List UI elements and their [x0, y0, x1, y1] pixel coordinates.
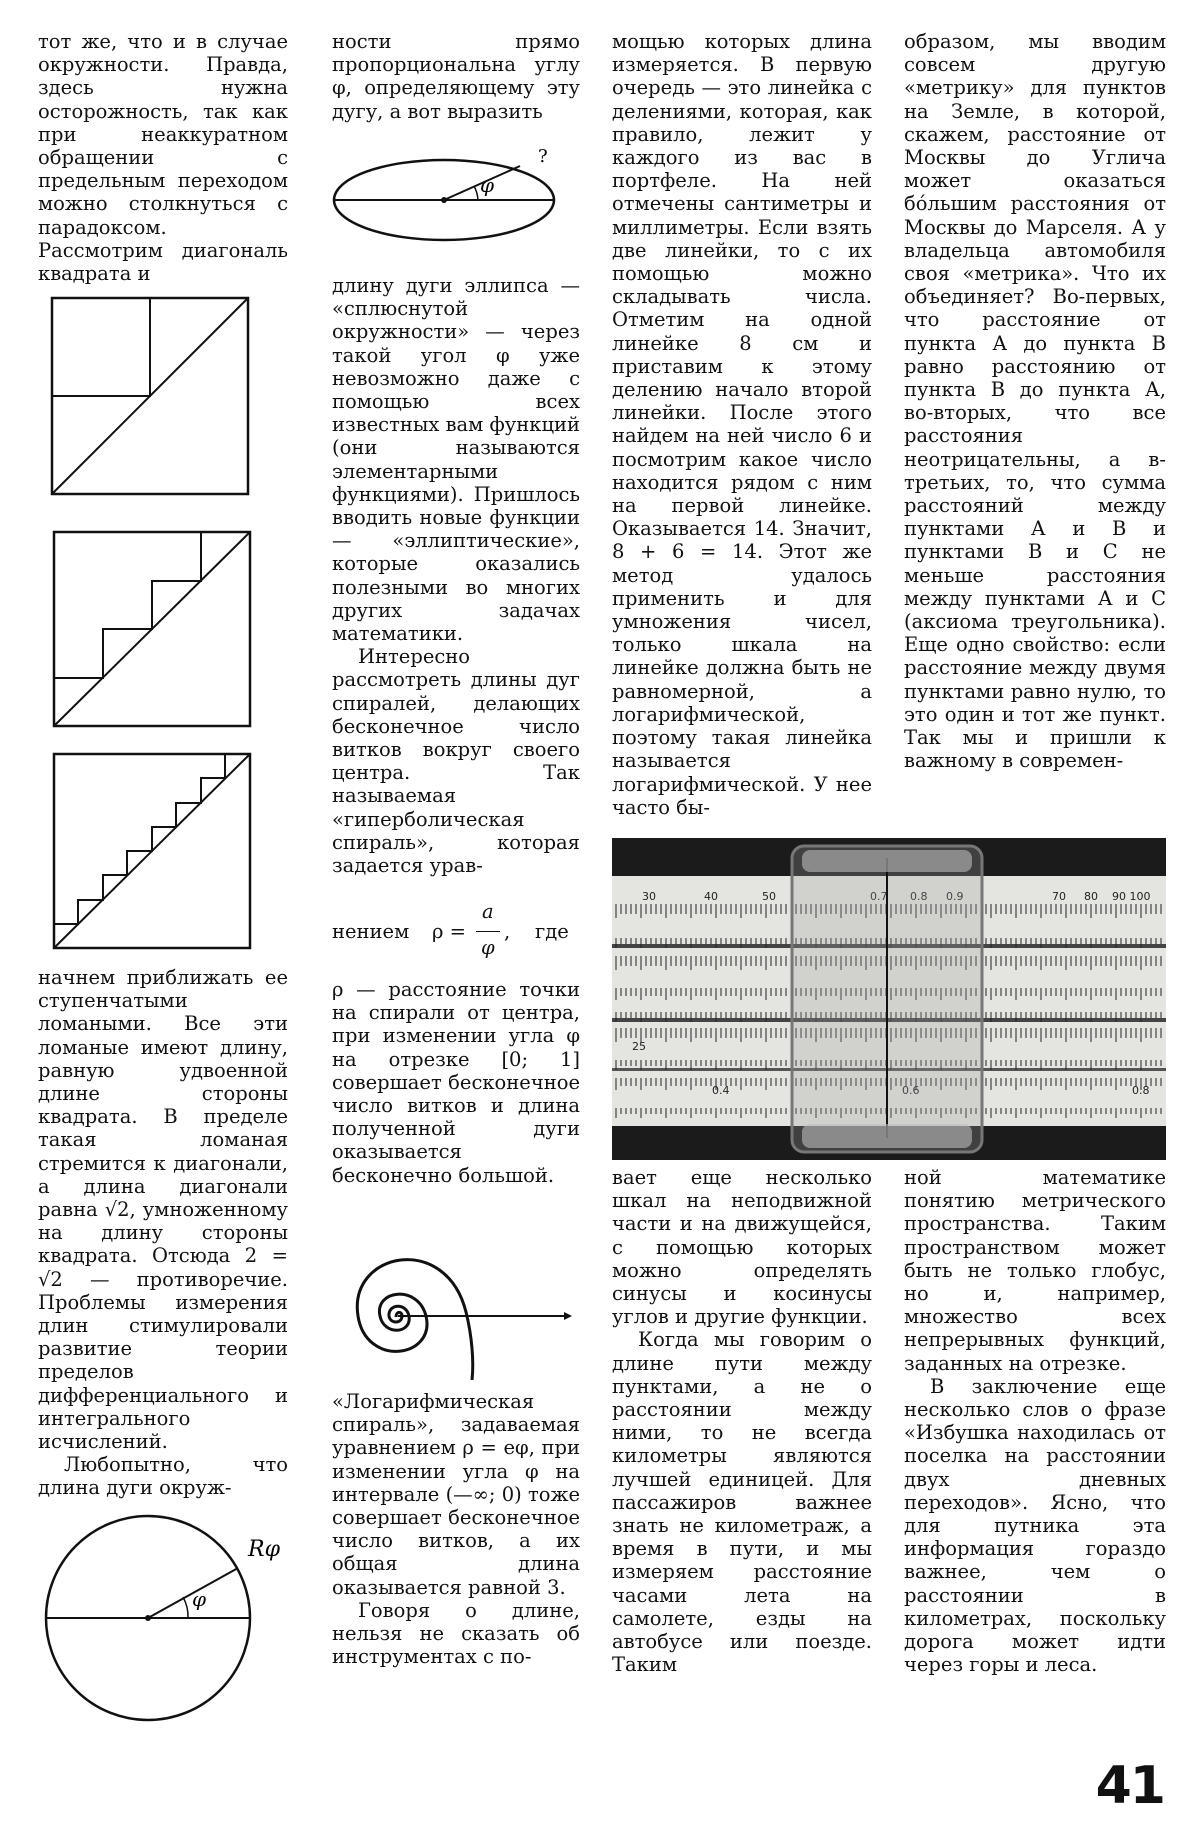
page-number: 41	[1095, 1756, 1164, 1816]
paragraph: тот же, что и в случае окружности. Правда, здесь нужна осторожность, так как при неаккуратном обращении с предельным переходом можно столкнуться с парадоксом. Рассмотрим диагональ квадрата и	[38, 30, 288, 286]
paragraph: длину дуги эллипса — «сплюснутой окружности» — через такой угол φ уже невозможно даже с помощью всех известных вам функций (они называются элементарными функциями). Пришлось вводить новые функции — «эллиптические», которые оказались полезными во многих других задачах математики.	[332, 274, 580, 646]
upper-tick-label: 50	[762, 890, 776, 903]
formula-denominator: φ	[481, 936, 495, 959]
formula-right-text: , где	[504, 920, 569, 943]
paragraph: мощью которых длина измеряется. В первую очередь — это линейка с делениями, которая, как правило, лежит у каждого из вас в портфеле. На ней отмечены сантиметры и миллиметры. Если взять две линейки, то с их помощью можно складывать числа. Отметим на одной линейке 8 см и приставим к этому делению начало второй линейки. После этого найдем на ней число 6 и посмотрим какое число находится рядом с ним на первой линейке. Оказывается 14. Значит, 8 + 6 = 14. Этот же метод удалось применить и для умножения чисел, только шкала на линейке должна быть не равномерной, а логарифмической, поэтому такая линейка называется логарифмической. У нее часто бы-	[612, 30, 872, 819]
paragraph: Любопытно, что длина дуги окруж-	[38, 1453, 288, 1500]
hyperbolic-formula	[332, 900, 580, 964]
paragraph: Когда мы говорим о длине пути между пунктами, а не о расстоянии между ними, то не всегда километры являются лучшей единицей. Для пассажиров важнее знать не километраж, а время в пути, и мы измеряем расстояние часами лета на самолете, езды на автобусе или поезде. Таким	[612, 1328, 872, 1677]
paragraph: ρ — расстояние точки на спирали от центра, при изменении угла φ на отрезке [0; 1] совершает бесконечное число витков и длина полученной дуги оказывается бесконечно большой.	[332, 978, 580, 1187]
paragraph: начнем приближать ее ступенчатыми ломаными. Все эти ломаные имеют длину, равную удвоенной длине стороны квадрата. В пределе такая ломаная стремится к диагонали, а длина диагонали равна √2, умноженному на длину стороны квадрата. Отсюда 2 = √2 — противоречие. Проблемы измерения длин стимулировали развитие теории пределов дифференциального и интегрального исчислений.	[38, 966, 288, 1454]
column-1-bottom	[38, 966, 288, 1500]
upper-tick-label: 40	[704, 890, 718, 903]
column-2-after-formula	[332, 978, 580, 1187]
formula-numerator: a	[482, 900, 494, 923]
paragraph: образом, мы вводим совсем другую «метрику» для пунктов на Земле, в которой, скажем, расстояние от Москвы до Углича может оказаться бо́льшим расстояния от Москвы до Марселя. А у владельца автомобиля своя «метрика». Что их объединяет? Во-первых, что расстояние от пункта А до пункта В равно расстоянию от пункта В до пункта А, во-вторых, что все расстояния неотрицательны, а в-третьих, то, что сумма расстояний между пунктами А и В и пунктами В и С не меньше расстояния между пунктами А и С (аксиома треугольника). Еще одно свойство: если расстояние между двумя пунктами равно нулю, то это один и тот же пункт. Так мы и пришли к важному в современ-	[904, 30, 1166, 773]
paragraph: вает еще несколько шкал на неподвижной части и на движущейся, с помощью которых можно определять синусы и косинусы углов и другие функции.	[612, 1166, 872, 1329]
paragraph: «Логарифмическая спираль», задаваемая уравнением ρ = eφ, при изменении угла φ на интервале (—∞; 0) тоже совершает бесконечное число витков, а их общая длина оказывается равной 3.	[332, 1390, 580, 1599]
ellipse-angle-label: φ	[480, 173, 495, 197]
lower-tick-label: 0.8	[1132, 1084, 1150, 1097]
column-4-bottom	[904, 1166, 1166, 1676]
column-4-top	[904, 30, 1166, 773]
circle-arc-figure	[44, 1510, 296, 1732]
formula-left-text: нением	[332, 920, 410, 943]
column-3-top	[612, 30, 872, 819]
upper-tick-label: 80	[1084, 890, 1098, 903]
formula-lhs: ρ =	[432, 920, 467, 943]
column-1-top	[38, 30, 288, 285]
circle-angle-label: φ	[192, 1587, 207, 1611]
ellipse-question-mark: ?	[538, 148, 548, 167]
paragraph: ной математике понятию метрического пространства. Таким пространством может быть не только глобус, но и, например, множество всех непрерывных функций, заданных на отрезке.	[904, 1166, 1166, 1375]
column-3-bottom	[612, 1166, 872, 1676]
paragraph: Интересно рассмотреть длины дуг спиралей, делающих бесконечное число витков вокруг своего центра. Так называемая «гиперболическая спираль», которая задается урав-	[332, 645, 580, 878]
paragraph: ности прямо пропорциональна углу φ, определяющему эту дугу, а вот выразить	[332, 30, 580, 123]
paragraph: Говоря о длине, нельзя не сказать об инструментах с по-	[332, 1598, 580, 1669]
lower-tick-label: 25	[632, 1040, 646, 1053]
slide-rule-photo	[612, 838, 1166, 1160]
column-2-mid	[332, 274, 580, 877]
column-2-top	[332, 30, 580, 123]
column-2-bottom	[332, 1390, 580, 1668]
logarithmic-spiral-figure	[336, 1212, 576, 1382]
ellipse-figure	[330, 148, 570, 248]
square-diagonal-figure	[50, 296, 250, 496]
staircase-figure-8	[52, 752, 252, 950]
upper-tick-label: 90 100	[1112, 890, 1151, 903]
lower-tick-label: 0.4	[712, 1084, 730, 1097]
paragraph: В заключение еще несколько слов о фразе «Избушка находилась от поселка на расстоянии двух дневных переходов». Ясно, что для путника эта информация гораздо важнее, чем о расстоянии в километрах, поскольку дорога может идти через горы и леса.	[904, 1374, 1166, 1677]
upper-tick-label: 30	[642, 890, 656, 903]
slide-rule-image	[612, 838, 1166, 1160]
staircase-figure-4	[52, 530, 252, 728]
circle-arc-label: Rφ	[248, 1537, 280, 1562]
upper-tick-label: 70	[1052, 890, 1066, 903]
